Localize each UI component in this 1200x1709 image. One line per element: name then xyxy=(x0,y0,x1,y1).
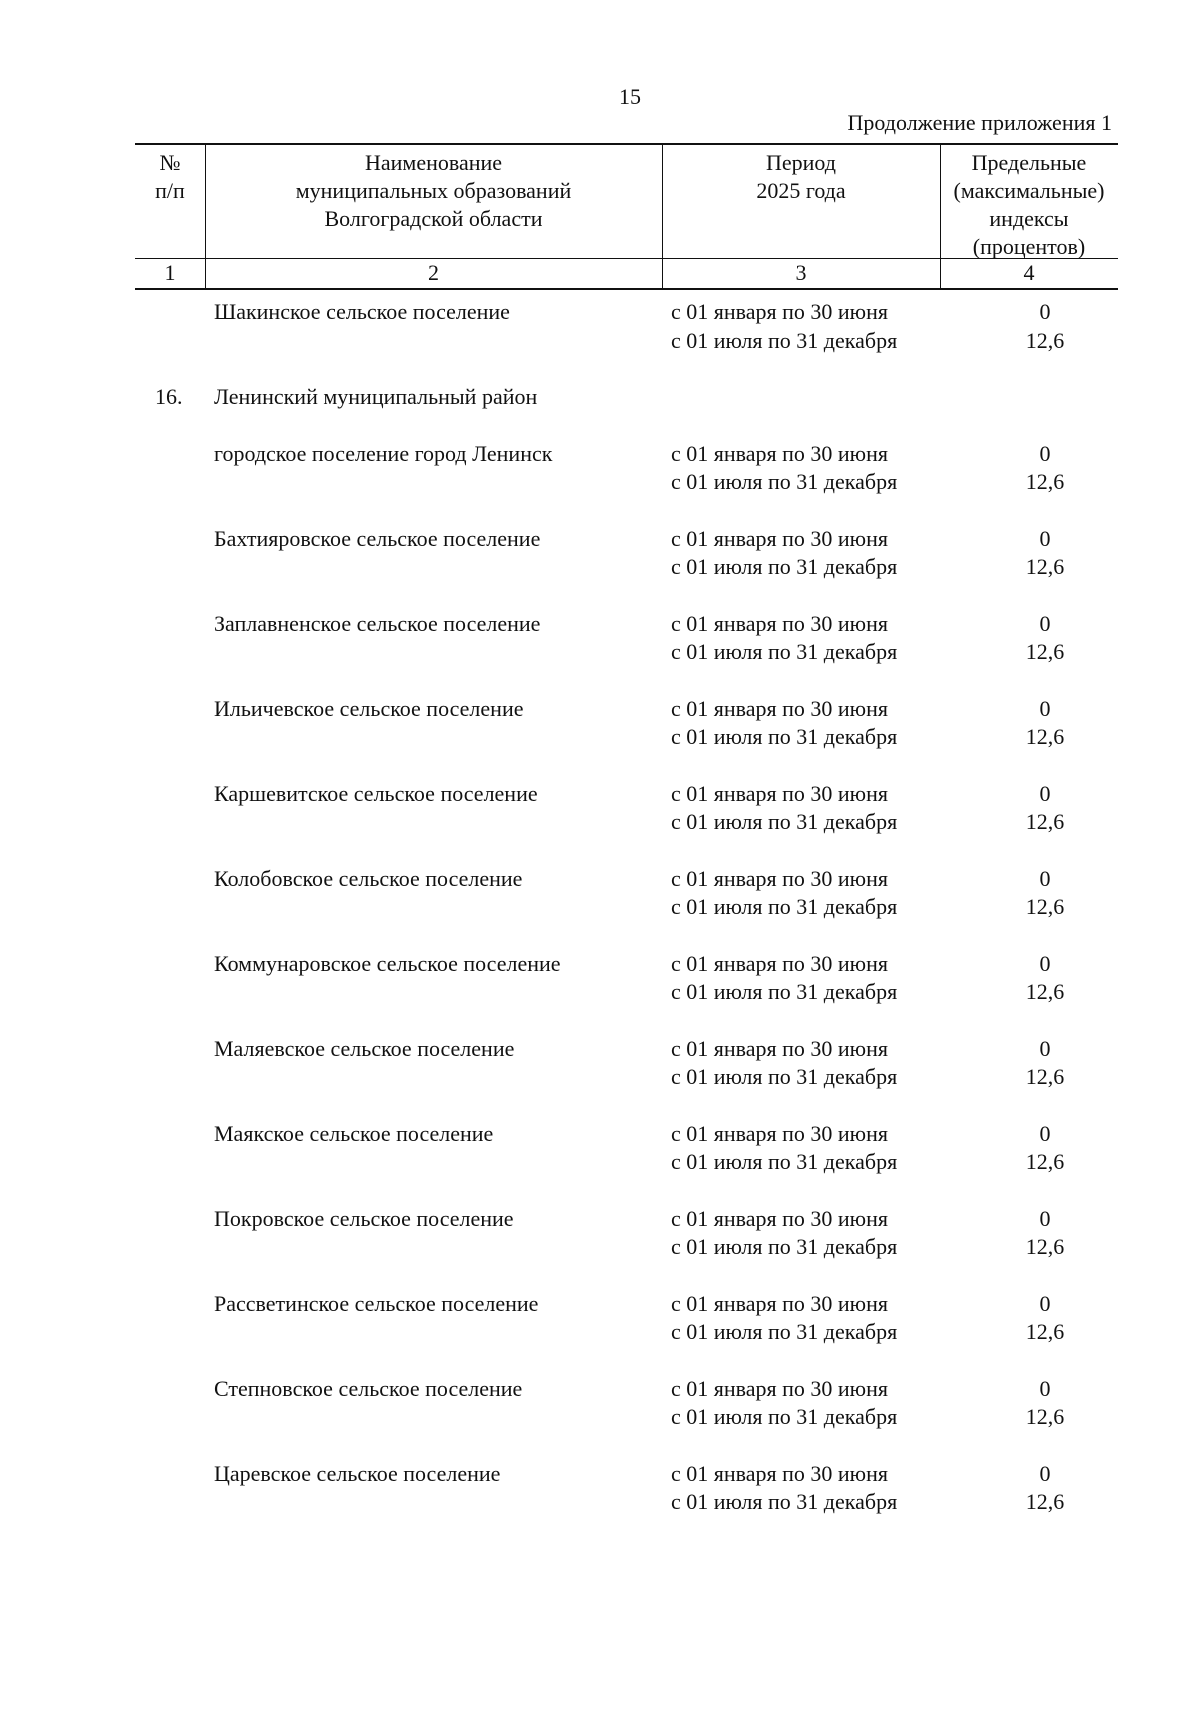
period-second-half: с 01 июля по 31 декабря xyxy=(671,724,898,749)
index-first-half: 0 xyxy=(1039,1035,1051,1061)
index-first-half: 0 xyxy=(1039,299,1051,324)
period-first-half: с 01 января по 30 июня xyxy=(671,1375,889,1401)
municipality-name: Маякское сельское поселение xyxy=(214,1120,494,1146)
header-col-index: Предельные (максимальные) индексы (процентов) xyxy=(953,150,1105,259)
index-second-half: 12,6 xyxy=(1025,469,1065,494)
period-cell xyxy=(671,865,897,922)
municipality-name: Каршевитское сельское поселение xyxy=(214,780,538,806)
table-row xyxy=(135,865,1118,922)
table-row xyxy=(135,1205,1118,1262)
period-second-half: с 01 июля по 31 декабря xyxy=(671,1064,898,1089)
column-number-4: 4 xyxy=(1023,260,1035,285)
index-first-half: 0 xyxy=(1039,1290,1051,1316)
index-first-half: 0 xyxy=(1039,865,1051,891)
column-number-2: 2 xyxy=(428,260,439,285)
period-second-half: с 01 июля по 31 декабря xyxy=(671,1489,898,1514)
index-cell xyxy=(975,440,1115,497)
period-second-half: с 01 июля по 31 декабря xyxy=(671,469,898,494)
period-second-half: с 01 июля по 31 декабря xyxy=(671,639,898,664)
index-first-half: 0 xyxy=(1039,1375,1051,1401)
period-second-half: с 01 июля по 31 декабря xyxy=(671,809,898,834)
period-second-half: с 01 июля по 31 декабря xyxy=(671,1404,898,1429)
index-first-half: 0 xyxy=(1039,1120,1051,1146)
period-cell xyxy=(671,525,897,582)
period-first-half: с 01 января по 30 июня xyxy=(671,1035,889,1061)
period-first-half: с 01 января по 30 июня xyxy=(671,299,889,324)
page-number: 15 xyxy=(619,84,641,109)
period-second-half: с 01 июля по 31 декабря xyxy=(671,554,898,579)
index-second-half: 12,6 xyxy=(1025,1234,1065,1259)
table-row xyxy=(135,1460,1118,1517)
municipality-name: Маляевское сельское поселение xyxy=(214,1035,515,1061)
table-row xyxy=(135,950,1118,1007)
index-cell xyxy=(975,950,1115,1007)
index-cell xyxy=(975,1375,1115,1432)
period-first-half: с 01 января по 30 июня xyxy=(671,865,889,891)
municipality-name: Ильичевское сельское поселение xyxy=(214,695,524,721)
period-cell xyxy=(671,1035,897,1092)
index-second-half: 12,6 xyxy=(1025,639,1065,664)
municipality-name: Покровское сельское поселение xyxy=(214,1205,514,1231)
table-body xyxy=(135,298,1118,1545)
index-second-half: 12,6 xyxy=(1025,1064,1065,1089)
index-first-half: 0 xyxy=(1039,695,1051,721)
index-cell xyxy=(975,780,1115,837)
municipality-name: Бахтияровское сельское поселение xyxy=(214,525,541,551)
period-first-half: с 01 января по 30 июня xyxy=(671,440,889,466)
index-second-half: 12,6 xyxy=(1025,1489,1065,1514)
index-second-half: 12,6 xyxy=(1025,809,1065,834)
table-row xyxy=(135,1120,1118,1177)
row-number: 16. xyxy=(155,384,183,409)
municipality-name: Коммунаровское сельское поселение xyxy=(214,950,561,976)
index-second-half: 12,6 xyxy=(1025,979,1065,1004)
period-first-half: с 01 января по 30 июня xyxy=(671,1290,889,1316)
period-cell xyxy=(671,1460,897,1517)
table-row xyxy=(135,525,1118,582)
municipality-name: Колобовское сельское поселение xyxy=(214,865,523,891)
period-first-half: с 01 января по 30 июня xyxy=(671,695,889,721)
index-first-half: 0 xyxy=(1039,780,1051,806)
index-second-half: 12,6 xyxy=(1025,327,1065,353)
table-row xyxy=(135,298,1118,355)
index-second-half: 12,6 xyxy=(1025,894,1065,919)
municipality-name: Заплавненское сельское поселение xyxy=(214,610,541,636)
period-first-half: с 01 января по 30 июня xyxy=(671,1460,889,1486)
index-second-half: 12,6 xyxy=(1025,1319,1065,1344)
period-cell xyxy=(671,1205,897,1262)
period-second-half: с 01 июля по 31 декабря xyxy=(671,1149,898,1174)
index-first-half: 0 xyxy=(1039,1460,1051,1486)
index-first-half: 0 xyxy=(1039,610,1051,636)
index-first-half: 0 xyxy=(1039,950,1051,976)
municipality-name: Царевское сельское поселение xyxy=(214,1460,501,1486)
period-second-half: с 01 июля по 31 декабря xyxy=(671,894,898,919)
period-second-half: с 01 июля по 31 декабря xyxy=(671,1319,898,1344)
index-cell xyxy=(975,1460,1115,1517)
period-cell xyxy=(671,1120,897,1177)
municipality-name: Ленинский муниципальный район xyxy=(214,384,538,409)
municipality-name: городское поселение город Ленинск xyxy=(214,440,553,466)
period-cell xyxy=(671,298,897,355)
table-row xyxy=(135,1290,1118,1347)
index-second-half: 12,6 xyxy=(1025,1149,1065,1174)
table-row xyxy=(135,440,1118,497)
table-row xyxy=(135,383,1118,412)
index-cell xyxy=(975,695,1115,752)
table-row xyxy=(135,1375,1118,1432)
index-cell xyxy=(975,298,1115,355)
period-cell xyxy=(671,950,897,1007)
period-second-half: с 01 июля по 31 декабря xyxy=(671,1234,898,1259)
period-first-half: с 01 января по 30 июня xyxy=(671,610,889,636)
index-cell xyxy=(975,1035,1115,1092)
period-first-half: с 01 января по 30 июня xyxy=(671,780,889,806)
column-number-3: 3 xyxy=(795,260,807,285)
index-cell xyxy=(975,1120,1115,1177)
index-first-half: 0 xyxy=(1039,525,1051,551)
municipality-name: Степновское сельское поселение xyxy=(214,1375,523,1401)
table-row xyxy=(135,780,1118,837)
index-second-half: 12,6 xyxy=(1025,554,1065,579)
header-col-name: Наименование муниципальных образований Волгоградской области xyxy=(295,150,572,231)
index-first-half: 0 xyxy=(1039,1205,1051,1231)
index-cell xyxy=(975,610,1115,667)
table-row xyxy=(135,610,1118,667)
header-col-period: Период 2025 года xyxy=(756,150,846,203)
period-first-half: с 01 января по 30 июня xyxy=(671,525,889,551)
table-header xyxy=(135,143,1118,290)
column-number-1: 1 xyxy=(164,260,176,285)
continuation-label: Продолжение приложения 1 xyxy=(847,110,1112,135)
table-row xyxy=(135,695,1118,752)
period-first-half: с 01 января по 30 июня xyxy=(671,950,889,976)
header-col-number: № п/п xyxy=(155,150,185,203)
period-second-half: с 01 июля по 31 декабря xyxy=(671,327,898,353)
municipality-name: Рассветинское сельское поселение xyxy=(214,1290,539,1316)
period-cell xyxy=(671,1290,897,1347)
index-cell xyxy=(975,1290,1115,1347)
period-cell xyxy=(671,440,897,497)
index-cell xyxy=(975,525,1115,582)
period-second-half: с 01 июля по 31 декабря xyxy=(671,979,898,1004)
period-cell xyxy=(671,695,897,752)
index-second-half: 12,6 xyxy=(1025,724,1065,749)
index-second-half: 12,6 xyxy=(1025,1404,1065,1429)
index-cell xyxy=(975,865,1115,922)
period-cell xyxy=(671,780,897,837)
period-cell xyxy=(671,610,897,667)
period-cell xyxy=(671,1375,897,1432)
index-cell xyxy=(975,1205,1115,1262)
period-first-half: с 01 января по 30 июня xyxy=(671,1120,889,1146)
table-row xyxy=(135,1035,1118,1092)
municipality-name: Шакинское сельское поселение xyxy=(214,299,510,324)
period-first-half: с 01 января по 30 июня xyxy=(671,1205,889,1231)
index-first-half: 0 xyxy=(1039,440,1051,466)
